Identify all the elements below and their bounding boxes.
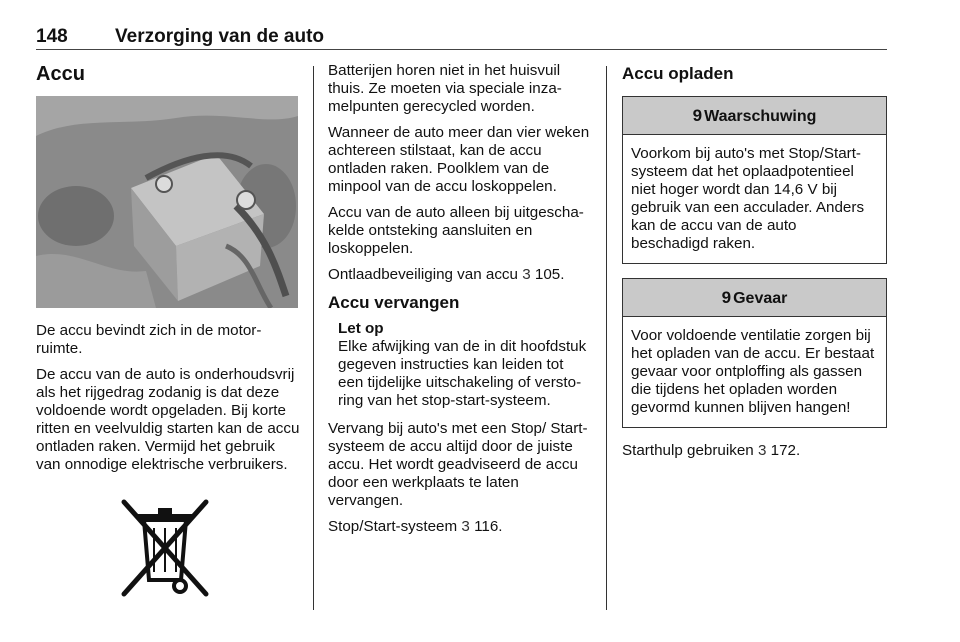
chapter-title: Verzorging van de auto xyxy=(115,26,325,47)
battery-photo xyxy=(36,96,298,308)
note-text: Elke afwijking van de in dit hoofdstuk gegeven instructies kan leiden tot een tijdelijke uitschakeling of verstoring van het stop-start-systeem. xyxy=(338,338,587,409)
crossed-out-bin-icon xyxy=(110,494,220,604)
xref-text: Stop/Start-systeem xyxy=(328,518,458,535)
danger-title: Gevaar xyxy=(733,290,788,307)
xref-page-link[interactable]: 172. xyxy=(770,442,801,459)
column-middle xyxy=(328,62,591,544)
section-heading-accu-opladen: Accu opladen xyxy=(622,64,734,83)
subheading-accu-vervangen: Accu vervangen xyxy=(328,293,460,312)
danger-header xyxy=(623,279,886,317)
xref-page-link[interactable]: 116. xyxy=(474,518,503,535)
xref-arrow-icon: 3 xyxy=(757,442,767,459)
paragraph: De accu van de auto is onderhoudsvrij als het rijgedrag zodanig is dat deze voldoende wordt opgeladen. Bij korte ritten en veelvuldig starten kan de accu ontladen raken. Vermijd het gebruik van onnodige elektrische verbruikers. xyxy=(36,366,300,473)
warning-triangle-icon: 9 xyxy=(721,288,732,307)
paragraph-xref xyxy=(622,442,887,460)
page-header xyxy=(36,26,887,50)
column-right xyxy=(622,62,887,468)
column-divider xyxy=(606,66,607,610)
xref-arrow-icon: 3 xyxy=(522,266,531,283)
warning-box xyxy=(622,96,887,264)
danger-text: Voor voldoende ventilatie zorgen bij het opladen van de accu. Er bestaat gevaar voor ontploffing als gassen die tijdens het opladen worden gevormd kunnen blijven hangen! xyxy=(631,327,875,416)
danger-box xyxy=(622,278,887,428)
section-heading-accu: Accu xyxy=(36,63,85,85)
paragraph: Wanneer de auto meer dan vier weken achtereen stilstaat, kan de accu ontladen raken. Poolklem van de minpool van de accu loskoppelen. xyxy=(328,124,590,195)
paragraph-xref xyxy=(328,266,591,284)
paragraph: Accu van de auto alleen bij uitgeschakelde ontsteking aansluiten en loskoppelen. xyxy=(328,204,584,257)
warning-header xyxy=(623,97,886,135)
note-block xyxy=(328,320,591,410)
battery-illustration xyxy=(36,96,298,308)
xref-text: Starthulp gebruiken xyxy=(622,442,754,459)
column-divider xyxy=(313,66,314,610)
xref-page-link[interactable]: 105. xyxy=(534,266,565,283)
xref-text: Ontlaadbeveiliging van accu xyxy=(328,266,518,283)
paragraph: De accu bevindt zich in de motorruimte. xyxy=(36,322,262,357)
warning-title: Waarschuwing xyxy=(704,108,817,125)
xref-arrow-icon: 3 xyxy=(461,518,470,535)
warning-text: Voorkom bij auto's met Stop/Start-systeem dat het oplaadpotentieel niet hoger wordt dan 14,6 V bij gebruik van een acculader. Anders kan de accu van de auto beschadigd raken. xyxy=(631,145,865,252)
paragraph-xref xyxy=(328,518,591,536)
page-number: 148 xyxy=(36,26,68,47)
note-title: Let op xyxy=(338,320,384,337)
column-left xyxy=(36,62,300,609)
paragraph: Vervang bij auto's met een Stop/ Start-systeem de accu altijd door de juiste accu. Het wordt geadviseerd de accu door een werkplaats te laten vervangen. xyxy=(328,420,588,509)
paragraph: Batterijen horen niet in het huisvuil thuis. Ze moeten via speciale inzamelpunten gerecycled worden. xyxy=(328,62,562,115)
warning-triangle-icon: 9 xyxy=(692,106,703,125)
